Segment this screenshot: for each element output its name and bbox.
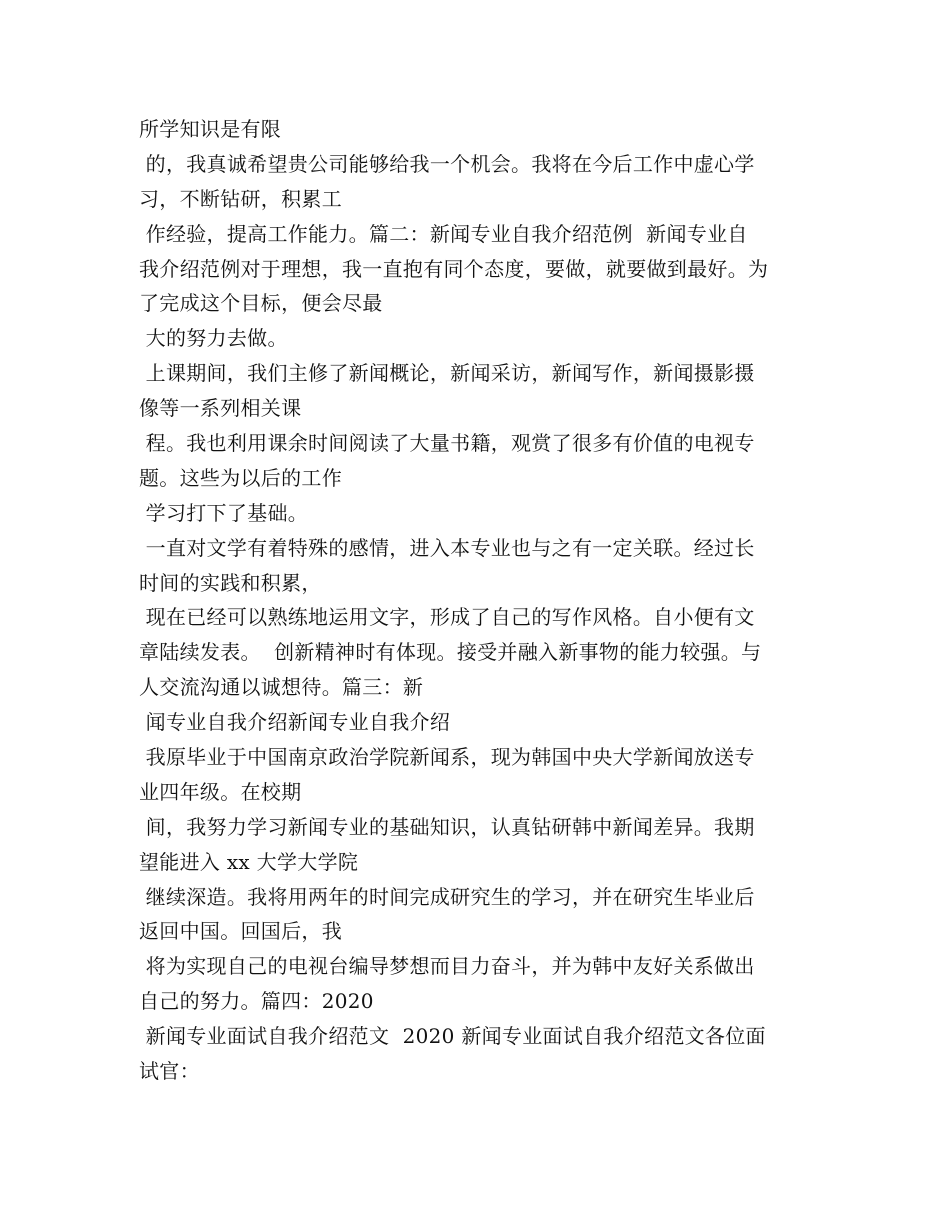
text-line: 闻专业自我介绍新闻专业自我介绍 bbox=[139, 710, 451, 735]
text-line: 的，我真诚希望贵公司能够给我一个机会。我将在今后工作中虚心学 bbox=[139, 151, 755, 176]
text-line: 像等一系列相关课 bbox=[139, 396, 302, 421]
text-line: 题。这些为以后的工作 bbox=[139, 465, 342, 490]
text-line: 学习打下了基础。 bbox=[139, 500, 309, 525]
text-line: 将为实现自己的电视台编导梦想而目力奋斗，并为韩中友好关系做出 bbox=[139, 954, 755, 979]
text-line: 习，不断钻研，积累工 bbox=[139, 186, 342, 211]
text-line: 大的努力去做。 bbox=[139, 326, 288, 351]
text-line: 新闻专业面试自我介绍范文 2020 新闻专业面试自我介绍范文各位面 bbox=[139, 1024, 766, 1049]
text-line: 我介绍范例对于理想，我一直抱有同个态度，要做，就要做到最好。为 bbox=[139, 256, 769, 281]
text-line: 我原毕业于中国南京政治学院新闻系，现为韩国中央大学新闻放送专 bbox=[139, 745, 755, 770]
text-line: 业四年级。在校期 bbox=[139, 779, 302, 804]
text-line: 继续深造。我将用两年的时间完成研究生的学习，并在研究生毕业后 bbox=[139, 884, 755, 909]
text-line: 作经验，提高工作能力。篇二：新闻专业自我介绍范例 新闻专业自 bbox=[139, 221, 748, 246]
text-line: 章陆续发表。 创新精神时有体现。接受并融入新事物的能力较强。与 bbox=[139, 640, 762, 665]
text-line: 自己的努力。篇四：2020 bbox=[139, 989, 374, 1014]
text-line: 程。我也利用课余时间阅读了大量书籍，观赏了很多有价值的电视专 bbox=[139, 431, 755, 456]
text-line: 间，我努力学习新闻专业的基础知识，认真钻研韩中新闻差异。我期 bbox=[139, 814, 755, 839]
text-line: 试官： bbox=[139, 1059, 200, 1084]
text-line: 现在已经可以熟练地运用文字，形成了自己的写作风格。自小便有文 bbox=[139, 605, 755, 630]
text-line: 时间的实践和积累， bbox=[139, 570, 322, 595]
text-line: 人交流沟通以诚想待。篇三：新 bbox=[139, 675, 424, 700]
text-line: 一直对文学有着特殊的感情，进入本专业也与之有一定关联。经过长 bbox=[139, 535, 755, 560]
text-line: 返回中国。回国后，我 bbox=[139, 919, 342, 944]
text-line: 上课期间，我们主修了新闻概论，新闻采访，新闻写作，新闻摄影摄 bbox=[139, 361, 755, 386]
text-line: 望能进入 xx 大学大学院 bbox=[139, 849, 359, 874]
text-line: 所学知识是有限 bbox=[139, 117, 282, 141]
document-body bbox=[139, 112, 819, 1089]
text-line: 了完成这个目标，便会尽最 bbox=[139, 291, 383, 316]
